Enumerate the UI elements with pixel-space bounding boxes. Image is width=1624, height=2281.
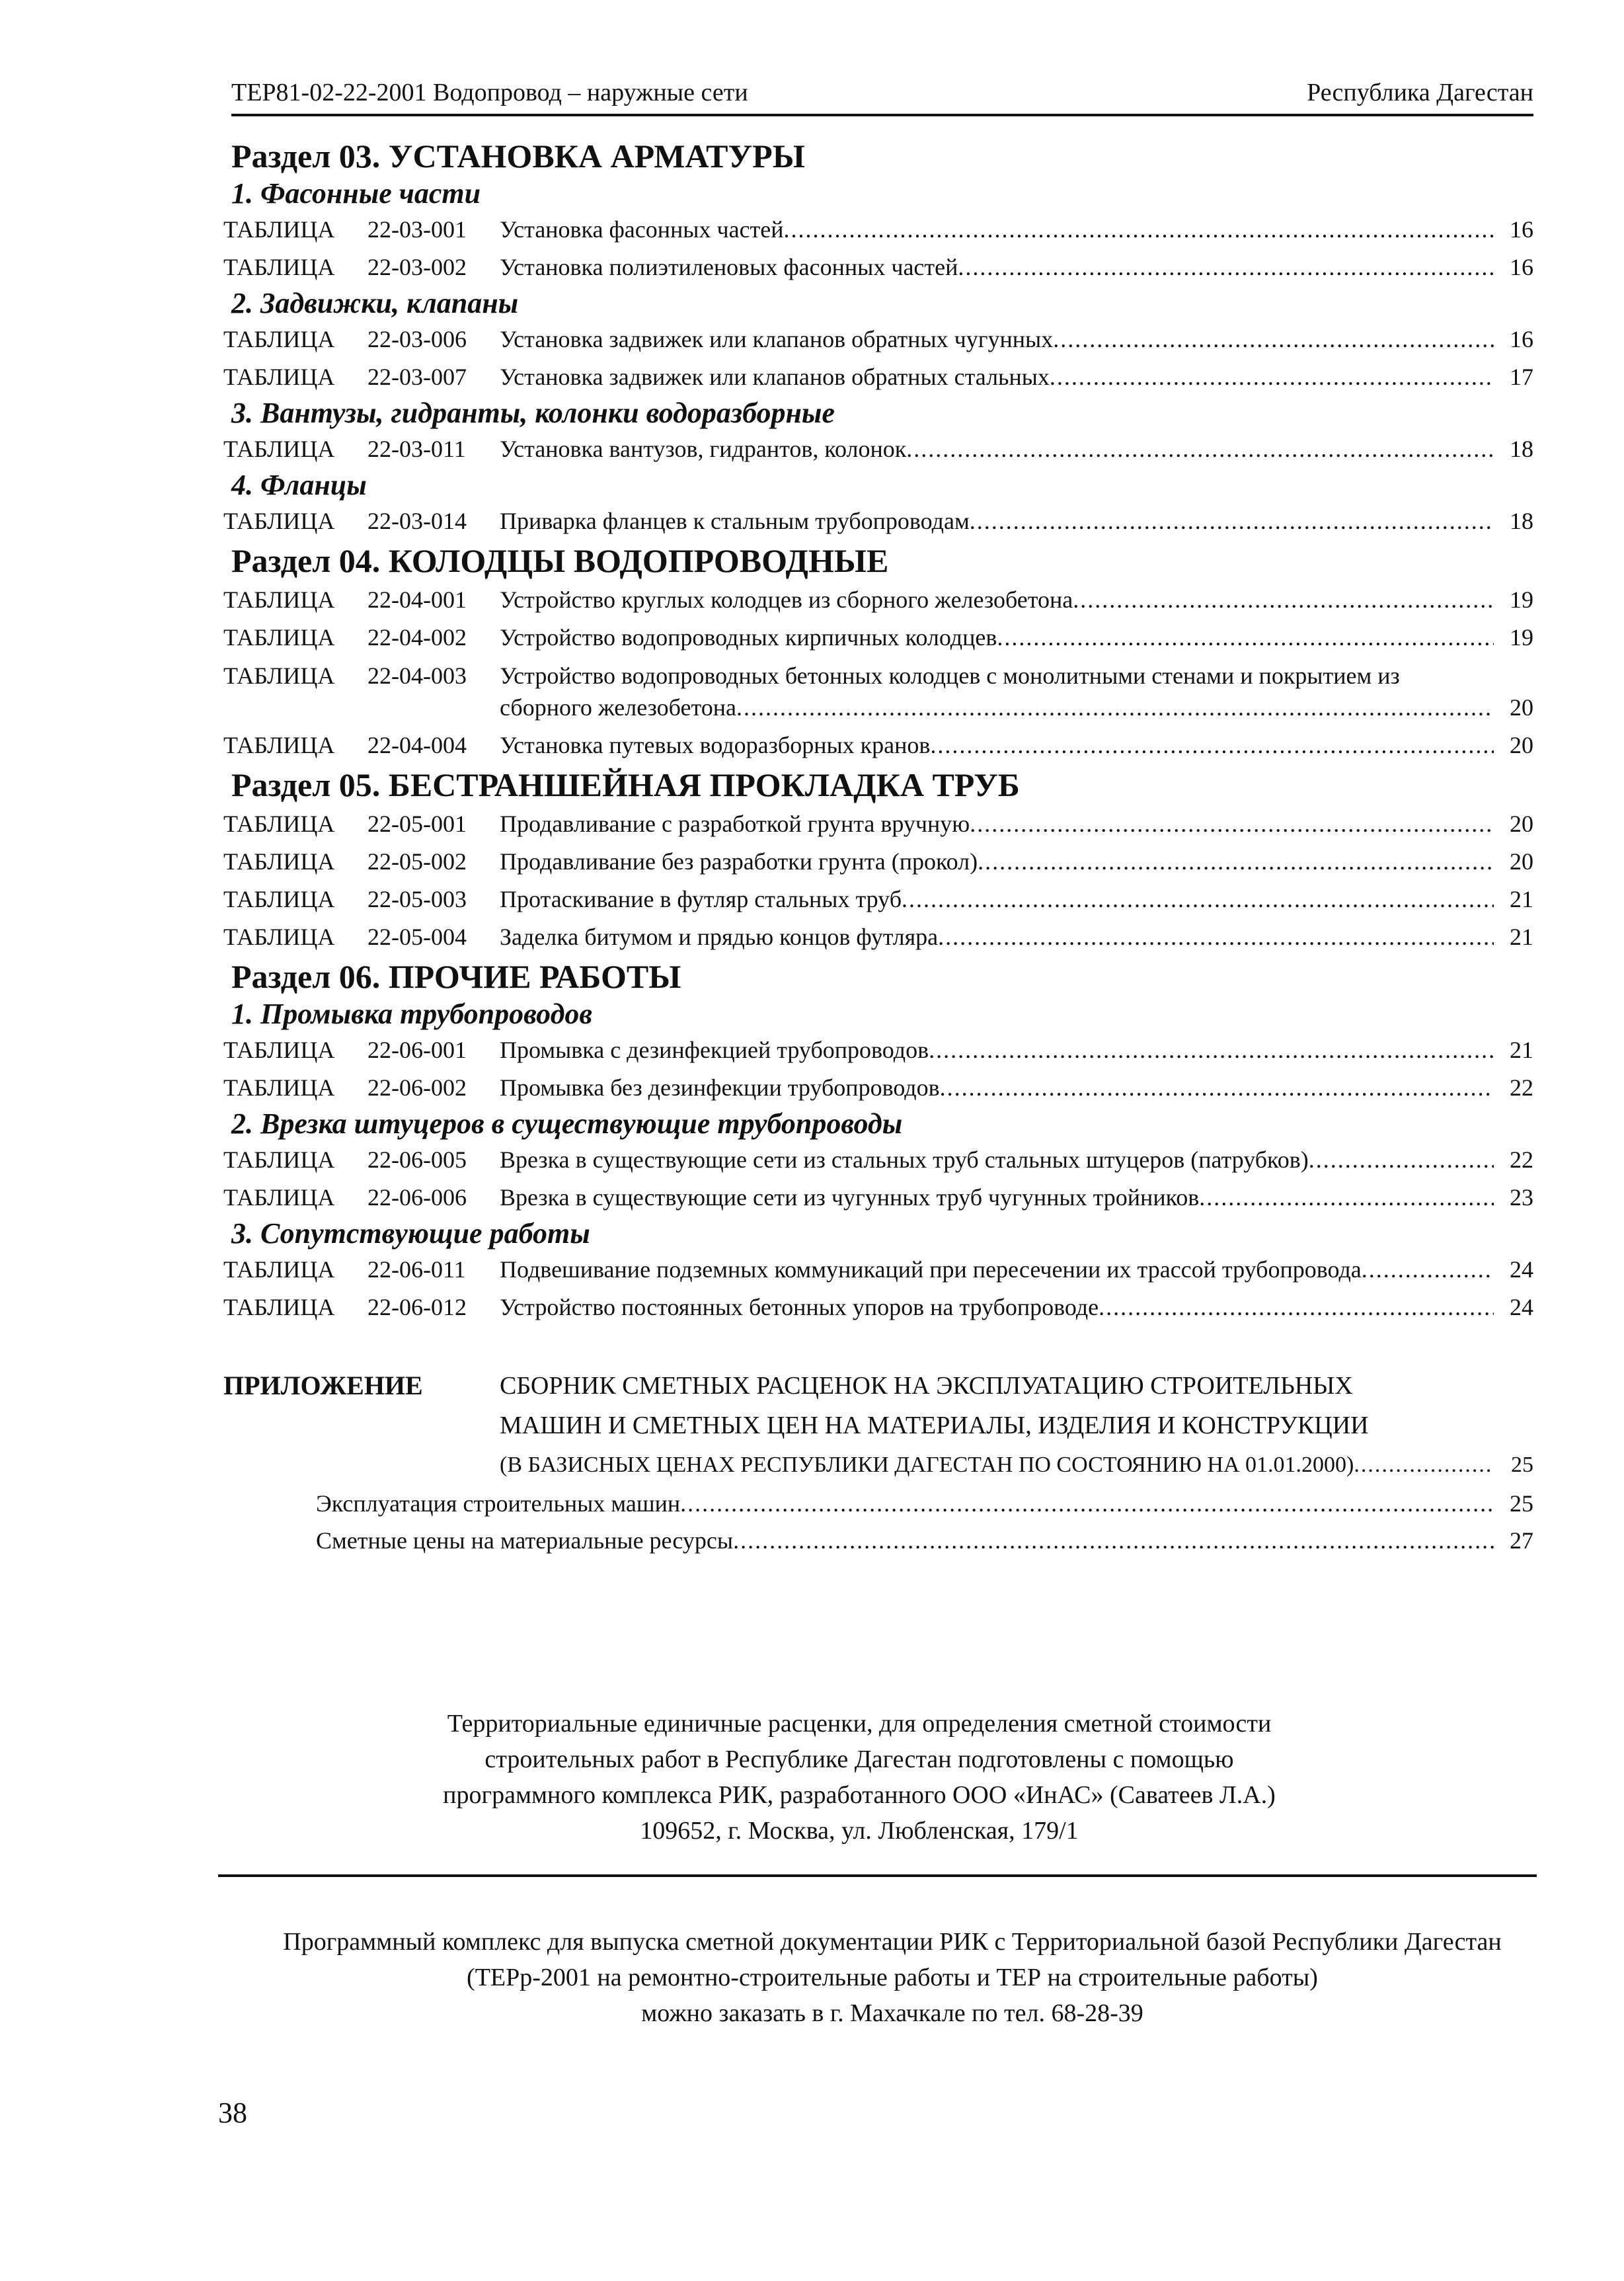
toc-entry[interactable] — [223, 1289, 1533, 1326]
toc-entry-title: Установка задвижек или клапанов обратных стальных — [500, 364, 1050, 390]
toc-entry-keyword: ТАБЛИЦА — [223, 811, 335, 837]
dot-leader — [906, 430, 1494, 468]
toc-entry-title: Установка фасонных частей — [500, 216, 784, 243]
appendix-title-line2: МАШИН И СМЕТНЫХ ЦЕН НА МАТЕРИАЛЫ, ИЗДЕЛИЯ И КОНСТРУКЦИИ — [500, 1412, 1369, 1439]
toc-entry-code: 22-06-005 — [367, 1146, 467, 1173]
toc-entry-page: 17 — [1510, 364, 1533, 390]
toc-entry-keyword: ТАБЛИЦА — [223, 1074, 335, 1101]
section-title-03: Раздел 03. УСТАНОВКА АРМАТУРЫ — [231, 138, 805, 175]
toc-entry-keyword: ТАБЛИЦА — [223, 1146, 335, 1173]
toc-entry-title: Промывка без дезинфекции трубопроводов — [500, 1074, 940, 1101]
dot-leader — [997, 619, 1494, 657]
toc-entry-code: 22-06-011 — [367, 1256, 466, 1283]
toc-entry-keyword: ТАБЛИЦА — [223, 848, 335, 875]
dot-leader — [940, 1069, 1494, 1107]
toc-entry-code: 22-06-001 — [367, 1037, 467, 1063]
appendix-title-line1: СБОРНИК СМЕТНЫХ РАСЦЕНОК НА ЭКСПЛУАТАЦИЮ СТРОИТЕЛЬНЫХ — [500, 1372, 1353, 1400]
dot-leader — [680, 1485, 1494, 1522]
toc-entry[interactable] — [223, 1485, 1533, 1522]
toc-entry-keyword: ТАБЛИЦА — [223, 886, 335, 912]
note-line: программного комплекса РИК, разработанного ООО «ИнАС» (Саватеев Л.А.) — [443, 1781, 1276, 1809]
toc-entry[interactable] — [223, 502, 1533, 540]
horizontal-divider — [218, 1874, 1537, 1877]
toc-entry-title: Установка полиэтиленовых фасонных частей — [500, 254, 958, 280]
dot-leader — [1354, 1445, 1494, 1485]
subsection-title: 1. Фасонные части — [231, 177, 481, 210]
toc-entry-code: 22-05-004 — [367, 924, 467, 950]
toc-entry-page: 18 — [1510, 508, 1533, 534]
toc-entry-keyword: ТАБЛИЦА — [223, 254, 335, 280]
toc-entry-keyword: ТАБЛИЦА — [223, 1037, 335, 1063]
toc-entry[interactable] — [223, 619, 1533, 657]
toc-entry-page: 20 — [1510, 694, 1533, 721]
subsection-title: 2. Задвижки, клапаны — [231, 287, 519, 319]
subsection-title: 2. Врезка штуцеров в существующие трубопроводы — [231, 1107, 903, 1140]
dot-leader — [902, 881, 1494, 918]
toc-entry-code: 22-06-006 — [367, 1184, 467, 1211]
toc-entry-code: 22-03-006 — [367, 326, 467, 352]
subsection-title: 1. Промывка трубопроводов — [231, 998, 593, 1030]
toc-entry-code: 22-04-004 — [367, 732, 467, 758]
toc-entry[interactable] — [223, 1522, 1533, 1559]
toc-entry[interactable] — [223, 843, 1533, 881]
toc-entry-title: Установка вантузов, гидрантов, колонок — [500, 436, 907, 462]
note-line: Территориальные единичные расценки, для определения сметной стоимости — [447, 1710, 1272, 1738]
note-line: 109652, г. Москва, ул. Любленская, 179/1 — [640, 1817, 1079, 1845]
toc-entry-page: 21 — [1510, 1037, 1533, 1063]
toc-entry-keyword: ТАБЛИЦА — [223, 216, 335, 243]
toc-entry-title: Устройство постоянных бетонных упоров на трубопроводе — [500, 1294, 1099, 1320]
toc-entry-code: 22-04-001 — [367, 586, 467, 613]
toc-entry-page: 20 — [1510, 848, 1533, 875]
section-title-06: Раздел 06. ПРОЧИЕ РАБОТЫ — [231, 958, 681, 995]
section-title-05: Раздел 05. БЕСТРАНШЕЙНАЯ ПРОКЛАДКА ТРУБ — [231, 766, 1020, 803]
toc-entry[interactable] — [223, 727, 1533, 764]
toc-entry[interactable] — [223, 1251, 1533, 1289]
toc-entry-title: Установка задвижек или клапанов обратных чугунных — [500, 326, 1054, 352]
toc-entry-keyword: ТАБЛИЦА — [223, 1184, 335, 1211]
header-doc-code: ТЕР81-02-22-2001 Водопровод – наружные сети — [231, 79, 748, 106]
dot-leader — [1199, 1179, 1494, 1217]
toc-entry[interactable] — [223, 581, 1533, 619]
toc-entry-code: 22-05-003 — [367, 886, 467, 912]
dot-leader — [930, 727, 1494, 764]
dot-leader — [1050, 358, 1494, 396]
toc-entry[interactable] — [223, 1141, 1533, 1179]
toc-entry-code: 22-03-011 — [367, 436, 466, 462]
appendix-item-machines: Эксплуатация строительных машин — [316, 1490, 681, 1517]
dot-leader — [929, 1031, 1494, 1069]
toc-entry[interactable] — [223, 321, 1533, 358]
footer-line: (ТЕРр-2001 на ремонтно-строительные работы и ТЕР на строительные работы) — [467, 1964, 1318, 1991]
toc-entry-title: Устройство водопроводных кирпичных колодцев — [500, 624, 997, 651]
toc-entry-title: Установка путевых водоразборных кранов — [500, 732, 931, 758]
toc-entry[interactable] — [223, 249, 1533, 286]
toc-entry-keyword: ТАБЛИЦА — [223, 624, 335, 651]
toc-entry-page: 27 — [1510, 1527, 1533, 1554]
toc-entry-page: 25 — [1511, 1453, 1533, 1477]
dot-leader — [1362, 1251, 1494, 1289]
toc-entry[interactable] — [223, 1179, 1533, 1217]
toc-entry-code: 22-05-001 — [367, 811, 467, 837]
toc-entry-keyword: ТАБЛИЦА — [223, 326, 335, 352]
header-region: Республика Дагестан — [1307, 79, 1533, 106]
dot-leader — [1073, 581, 1494, 619]
software-note — [430, 1706, 1289, 1849]
toc-entry-code: 22-04-003 — [367, 662, 467, 689]
dot-leader — [970, 502, 1494, 540]
footer-note — [251, 1924, 1533, 2031]
toc-entry-keyword: ТАБЛИЦА — [223, 364, 335, 390]
toc-entry[interactable] — [223, 1445, 1533, 1485]
toc-entry[interactable] — [223, 430, 1533, 468]
dot-leader — [978, 843, 1494, 881]
toc-entry-keyword: ТАБЛИЦА — [223, 662, 335, 689]
footer-line: можно заказать в г. Махачкале по тел. 68-28-39 — [641, 1999, 1143, 2027]
toc-entry-title: Промывка с дезинфекцией трубопроводов — [500, 1037, 929, 1063]
toc-entry-title: Заделка битумом и прядью концов футляра — [500, 924, 939, 950]
appendix-heading — [223, 1406, 1533, 1445]
toc-entry-keyword: ТАБЛИЦА — [223, 1294, 335, 1320]
toc-entry-page: 20 — [1510, 811, 1533, 837]
subsection-title: 4. Фланцы — [231, 469, 367, 501]
toc-entry-keyword: ТАБЛИЦА — [223, 1256, 335, 1283]
toc-entry-page: 25 — [1510, 1490, 1533, 1517]
toc-entry-page: 16 — [1510, 216, 1533, 243]
appendix-title-line3: (В БАЗИСНЫХ ЦЕНАХ РЕСПУБЛИКИ ДАГЕСТАН ПО СОСТОЯНИЮ НА 01.01.2000) — [500, 1453, 1354, 1477]
section-title-04: Раздел 04. КОЛОДЦЫ ВОДОПРОВОДНЫЕ — [231, 542, 889, 579]
toc-entry-page: 18 — [1510, 436, 1533, 462]
dot-leader — [736, 692, 1494, 723]
toc-entry-code: 22-06-012 — [367, 1294, 467, 1320]
dot-leader — [958, 249, 1494, 286]
toc-entry-page: 22 — [1510, 1074, 1533, 1101]
toc-entry-keyword: ТАБЛИЦА — [223, 924, 335, 950]
toc-entry-code: 22-06-002 — [367, 1074, 467, 1101]
toc-entry-title: Подвешивание подземных коммуникаций при пересечении их трассой трубопровода — [500, 1256, 1362, 1283]
dot-leader — [1099, 1289, 1494, 1326]
appendix-heading — [223, 1366, 1533, 1406]
toc-entry-code: 22-03-001 — [367, 216, 467, 243]
toc-entry-title: Врезка в существующие сети из стальных труб стальных штуцеров (патрубков) — [500, 1146, 1309, 1173]
toc-entry-page: 16 — [1510, 254, 1533, 280]
toc-entry-title: Протаскивание в футляр стальных труб — [500, 886, 902, 912]
toc-entry-page: 21 — [1510, 924, 1533, 950]
subsection-title: 3. Сопутствующие работы — [231, 1217, 590, 1250]
toc-entry-page: 24 — [1510, 1256, 1533, 1283]
toc-entry-code: 22-03-014 — [367, 508, 467, 534]
toc-entry-keyword: ТАБЛИЦА — [223, 508, 335, 534]
toc-entry[interactable] — [223, 211, 1533, 249]
toc-entry[interactable] — [223, 358, 1533, 396]
toc-entry[interactable] — [223, 805, 1533, 843]
toc-entry-code: 22-03-002 — [367, 254, 467, 280]
toc-entry-title: Устройство водопроводных бетонных колодцев с монолитными стенами и покрытием из — [500, 662, 1400, 689]
toc-entry-code: 22-05-002 — [367, 848, 467, 875]
appendix-label: ПРИЛОЖЕНИЕ — [223, 1371, 423, 1400]
toc-entry-code: 22-04-002 — [367, 624, 467, 651]
dot-leader — [938, 918, 1494, 956]
dot-leader — [1053, 321, 1494, 358]
toc-entry-page: 19 — [1510, 586, 1533, 613]
toc-entry[interactable] — [223, 1031, 1533, 1069]
toc-entry-title: Приварка фланцев к стальным трубопроводам — [500, 508, 970, 534]
toc-entry-page: 20 — [1510, 732, 1533, 758]
toc-entry-keyword: ТАБЛИЦА — [223, 586, 335, 613]
footer-line: Программный комплекс для выпуска сметной документации РИК с Территориальной базой Республики Дагестан — [283, 1928, 1502, 1956]
toc-entry[interactable] — [223, 1069, 1533, 1107]
note-line: строительных работ в Республике Дагестан подготовлены с помощью — [484, 1745, 1234, 1773]
dot-leader — [733, 1522, 1494, 1559]
toc-entry-code: 22-03-007 — [367, 364, 467, 390]
toc-entry-title: Устройство круглых колодцев из сборного железобетона — [500, 586, 1073, 613]
toc-entry-page: 19 — [1510, 624, 1533, 651]
toc-entry-title-continued: сборного железобетона — [500, 694, 736, 721]
toc-entry[interactable] — [223, 881, 1533, 918]
appendix-block — [223, 1366, 1533, 1559]
toc-entry-page: 23 — [1510, 1184, 1533, 1211]
toc-entry-page: 22 — [1510, 1146, 1533, 1173]
toc-entry-keyword: ТАБЛИЦА — [223, 436, 335, 462]
dot-leader — [784, 211, 1494, 249]
toc-entry-title: Врезка в существующие сети из чугунных труб чугунных тройников — [500, 1184, 1200, 1211]
running-header — [231, 78, 1533, 116]
dot-leader — [1309, 1141, 1494, 1179]
toc-entry[interactable] — [223, 918, 1533, 956]
table-of-contents — [223, 136, 1533, 1559]
appendix-item-prices: Сметные цены на материальные ресурсы — [316, 1527, 734, 1554]
dot-leader — [970, 805, 1494, 843]
toc-entry-keyword: ТАБЛИЦА — [223, 732, 335, 758]
toc-entry-title: Продавливание с разработкой грунта вручную — [500, 811, 970, 837]
toc-entry[interactable] — [223, 657, 1533, 727]
toc-entry-page: 16 — [1510, 326, 1533, 352]
toc-entry-page: 24 — [1510, 1294, 1533, 1320]
subsection-title: 3. Вантузы, гидранты, колонки водоразборные — [231, 397, 835, 429]
page-number: 38 — [218, 2097, 247, 2129]
toc-entry-page: 21 — [1510, 886, 1533, 912]
toc-entry-title: Продавливание без разработки грунта (прокол) — [500, 848, 978, 875]
